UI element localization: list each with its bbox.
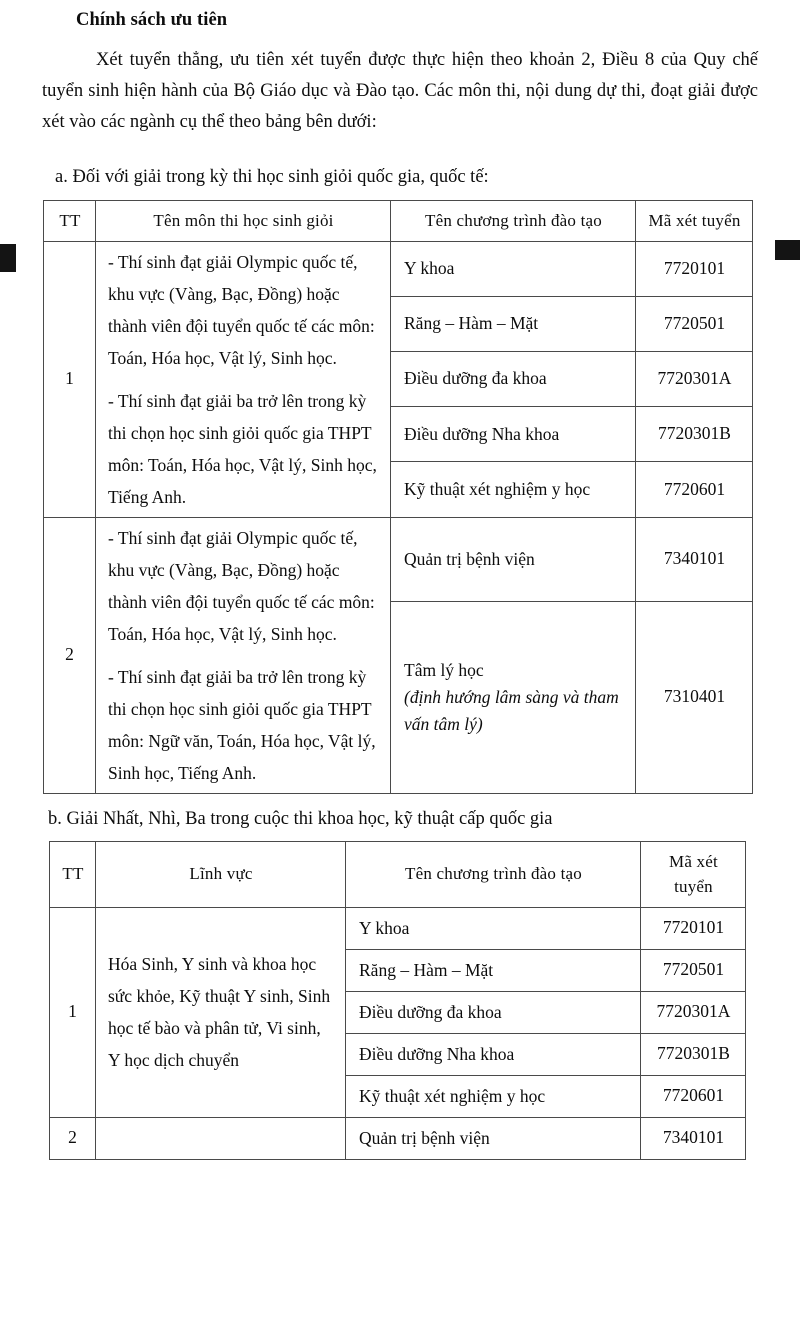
criteria-line: - Thí sinh đạt giải Olympic quốc tế, khu vực (Vàng, Bạc, Đồng) hoặc thành viên đội tuyển quốc tế các môn: Toán, Hóa học, Vật lý, Sinh học.: [108, 527, 375, 644]
criteria-cell: [96, 241, 391, 517]
program-name: Răng – Hàm – Mặt: [346, 949, 641, 991]
criteria-line: - Thí sinh đạt giải ba trở lên trong kỳ thi chọn học sinh giỏi quốc gia THPT môn: Toán, Hóa học, Vật lý, Sinh học, Tiếng Anh.: [108, 390, 377, 507]
admission-code: 7340101: [636, 517, 753, 601]
table-row: [44, 241, 753, 296]
table-row: [44, 517, 753, 601]
program-name: Y khoa: [346, 907, 641, 949]
admission-code: 7720501: [641, 949, 746, 991]
column-header-program: Tên chương trình đào tạo: [346, 841, 641, 907]
criteria-cell: [96, 517, 391, 793]
program-name: Y khoa: [391, 241, 636, 296]
program-note: (định hướng lâm sàng và tham vấn tâm lý): [404, 686, 619, 734]
admission-code: 7720101: [641, 907, 746, 949]
column-header-field: Lĩnh vực: [96, 841, 346, 907]
program-name: Điều dưỡng Nha khoa: [346, 1033, 641, 1075]
row-number: 1: [50, 907, 96, 1117]
admission-code: 7720101: [636, 241, 753, 296]
program-name: Kỹ thuật xét nghiệm y học: [346, 1075, 641, 1117]
table-header-row: [50, 841, 746, 907]
table-header-row: [44, 201, 753, 242]
admission-code: 7720601: [641, 1075, 746, 1117]
criteria-line: - Thí sinh đạt giải ba trở lên trong kỳ thi chọn học sinh giỏi quốc gia THPT môn: Ngữ văn, Toán, Hóa học, Vật lý, Sinh học, Tiếng Anh.: [108, 666, 376, 783]
admission-code: 7720301B: [641, 1033, 746, 1075]
program-name: Điều dưỡng đa khoa: [391, 351, 636, 406]
program-name: Điều dưỡng đa khoa: [346, 991, 641, 1033]
table-row: [50, 1117, 746, 1159]
column-header-subject: Tên môn thi học sinh giỏi: [96, 201, 391, 242]
program-name: Kỹ thuật xét nghiệm y học: [391, 462, 636, 517]
column-header-code: Mã xét tuyển: [636, 201, 753, 242]
criteria-line: - Thí sinh đạt giải Olympic quốc tế, khu vực (Vàng, Bạc, Đồng) hoặc thành viên đội tuyển quốc tế các môn: Toán, Hóa học, Vật lý, Sinh học.: [108, 251, 375, 368]
row-number: 1: [44, 241, 96, 517]
program-name: Quản trị bệnh viện: [346, 1117, 641, 1159]
page-title: Chính sách ưu tiên: [76, 10, 228, 30]
table-priority-olympiad: [43, 200, 753, 794]
program-name: Quản trị bệnh viện: [391, 517, 636, 601]
column-header-tt: TT: [44, 201, 96, 242]
program-name-with-note: [391, 601, 636, 793]
admission-code: 7720601: [636, 462, 753, 517]
table-priority-science-fair: [49, 841, 746, 1160]
program-name: Răng – Hàm – Mặt: [391, 296, 636, 351]
admission-code: 7720301A: [636, 351, 753, 406]
section-a-label: a. Đối với giải trong kỳ thi học sinh giỏi quốc gia, quốc tế:: [55, 167, 489, 187]
column-header-code: Mã xét tuyển: [641, 841, 746, 907]
row-number: 2: [50, 1117, 96, 1159]
column-header-tt: TT: [50, 841, 96, 907]
section-b-label: b. Giải Nhất, Nhì, Ba trong cuộc thi khoa học, kỹ thuật cấp quốc gia: [48, 808, 553, 829]
program-name: Tâm lý học: [404, 659, 484, 680]
admission-code: 7340101: [641, 1117, 746, 1159]
row-number: 2: [44, 517, 96, 793]
admission-code: 7720501: [636, 296, 753, 351]
admission-code: 7310401: [636, 601, 753, 793]
admission-code: 7720301B: [636, 407, 753, 462]
intro-paragraph: Xét tuyển thẳng, ưu tiên xét tuyển được thực hiện theo khoản 2, Điều 8 của Quy chế tuyển sinh hiện hành của Bộ Giáo dục và Đào tạo. Các môn thi, nội dung dự thi, đoạt giải được xét vào các ngành cụ thể theo bảng bên dưới:: [42, 50, 758, 132]
field-cell: Hóa Sinh, Y sinh và khoa học sức khỏe, Kỹ thuật Y sinh, Sinh học tế bào và phân tử, Vi sinh, Y học dịch chuyển: [96, 907, 346, 1117]
admission-code: 7720301A: [641, 991, 746, 1033]
column-header-program: Tên chương trình đào tạo: [391, 201, 636, 242]
program-name: Điều dưỡng Nha khoa: [391, 407, 636, 462]
field-cell: [96, 1117, 346, 1159]
table-row: [50, 907, 746, 949]
